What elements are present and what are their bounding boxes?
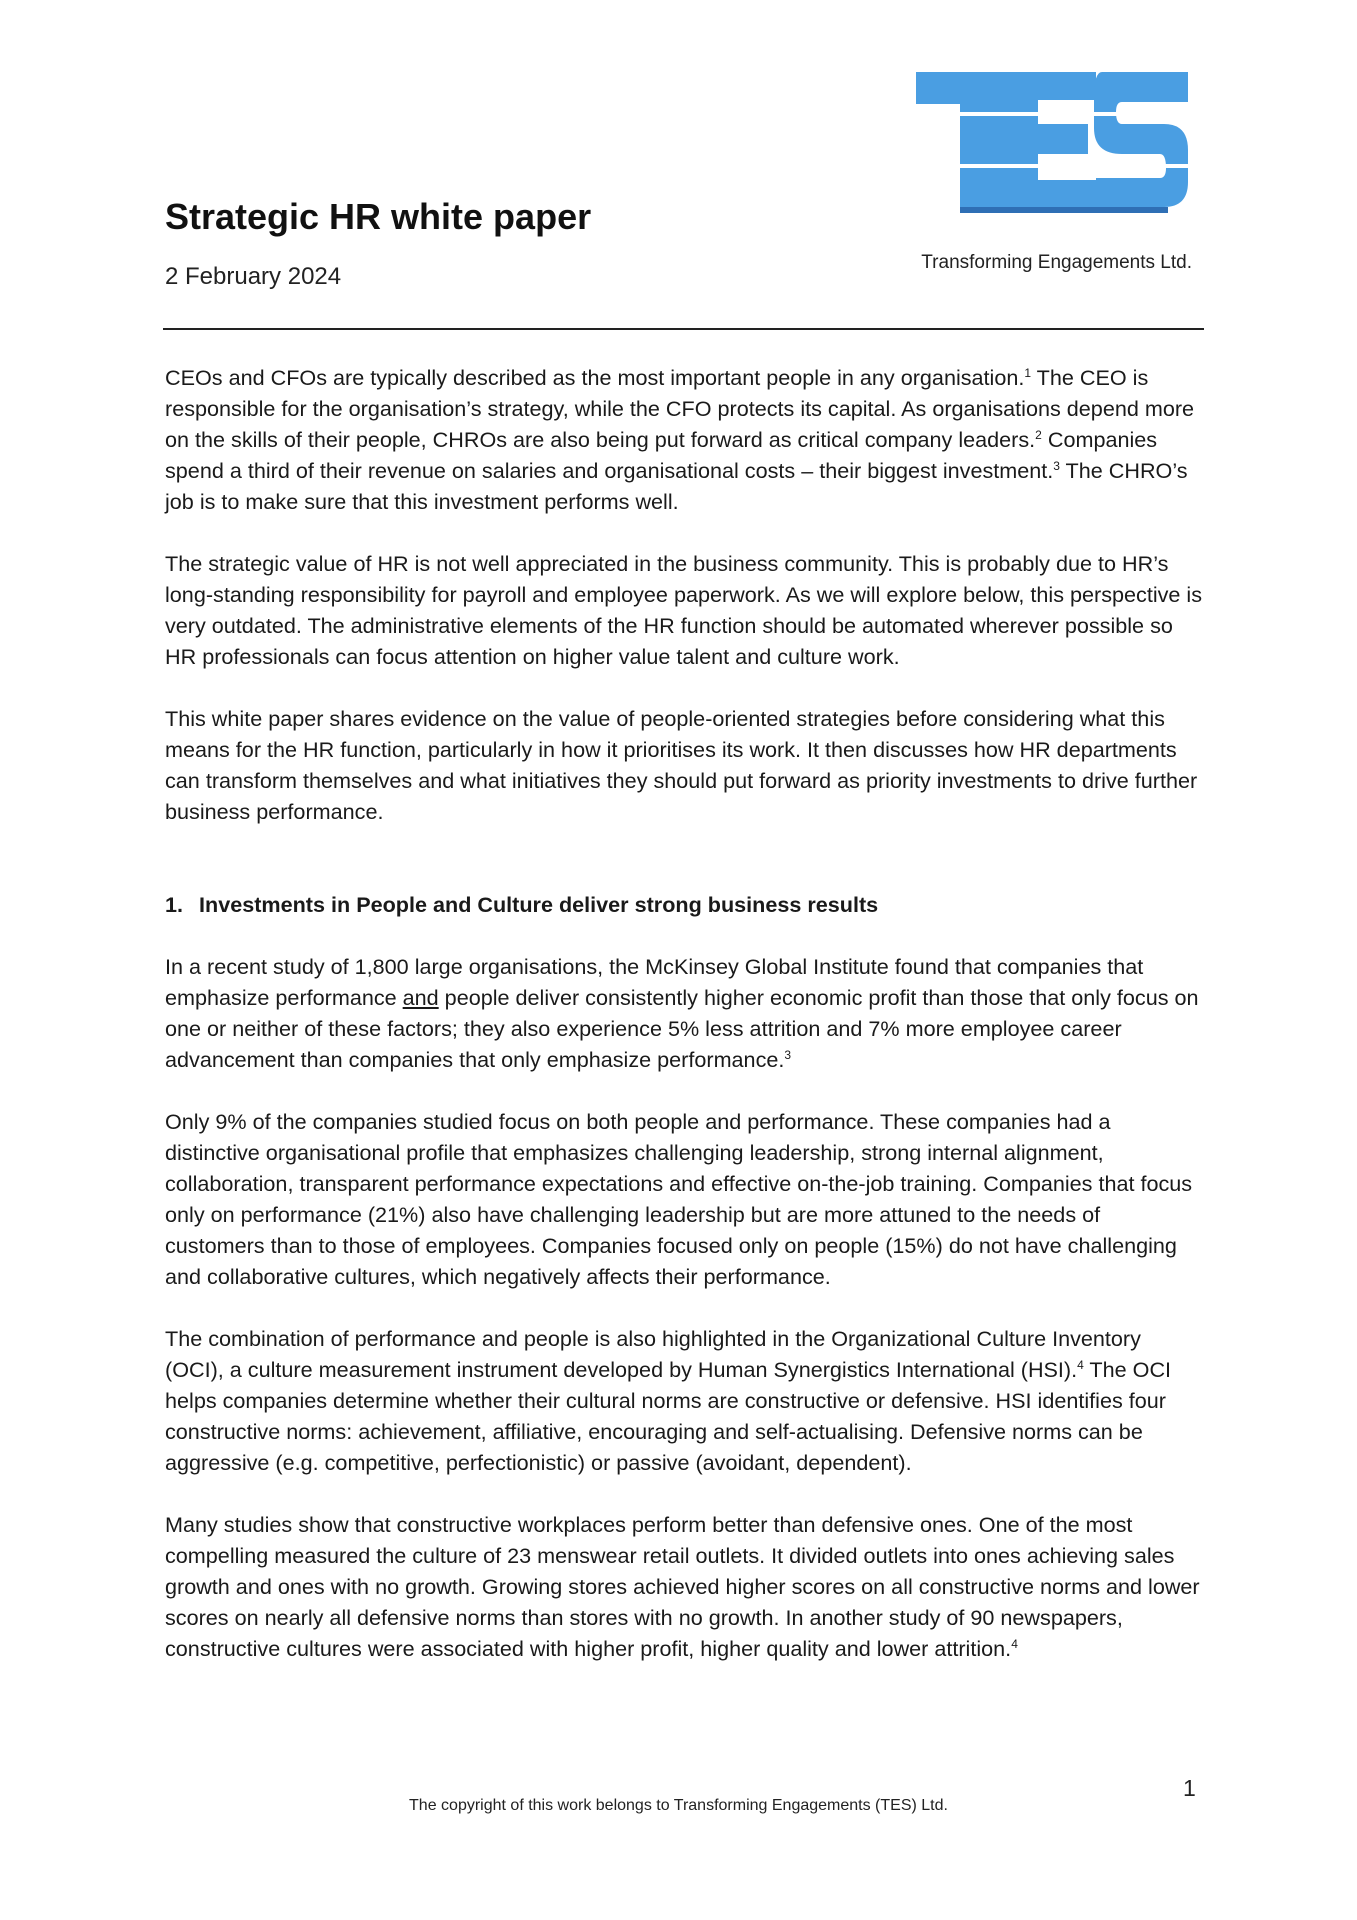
footnote-ref: 4 bbox=[1077, 1357, 1084, 1372]
paragraph-intro: CEOs and CFOs are typically described as the most important people in any organisation.$^1$ The CEO is responsible for the organisation’s strategy, while the CFO protects its capital. As organisations depend more on the skills of their people, CHROs are also being put forward as critical company leaders.$^2$ Companies spend a third of their revenue on salaries and organisational costs – their biggest investment.$^3$ The CHRO’s job is to make sure that this investment performs well. bbox=[165, 365, 1195, 514]
footnote-ref: 1 bbox=[1024, 365, 1032, 380]
paragraph-hr-value: The strategic value of HR is not well appreciated in the business community. This is probably due to HR’s long-standing responsibility for payroll and employee paperwork. As we will explore below, this perspective is very outdated. The administrative elements of the HR function should be automated wherever possible so HR professionals can focus attention on higher value talent and culture work. bbox=[165, 551, 1203, 669]
footnote-ref: 3 bbox=[1053, 458, 1060, 473]
document-date: 2 February 2024 bbox=[165, 263, 342, 290]
tes-logo bbox=[916, 72, 1188, 220]
company-name: Transforming Engagements Ltd. bbox=[921, 252, 1192, 273]
paragraph-mckinsey: In a recent study of 1,800 large organisations, the McKinsey Global Institute found that companies that emphasize performance and people deliver consistently higher economic profit than those that only focus on one or neither of these factors; they also experience 5% less attrition and 7% more employee career advancement than companies that only emphasize performance.$^3$ bbox=[165, 954, 1199, 1072]
section-title: Investments in People and Culture deliver strong business results bbox=[199, 892, 879, 917]
section-heading-1 bbox=[165, 889, 1205, 920]
document-body bbox=[165, 362, 1205, 1695]
page-number: 1 bbox=[1183, 1775, 1196, 1801]
section-number: 1. bbox=[165, 892, 184, 917]
footnote-ref: 2 bbox=[1035, 427, 1042, 442]
paragraph-oci: The combination of performance and people is also highlighted in the Organizational Culture Inventory (OCI), a culture measurement instrument developed by Human Synergistics International (HSI).$^4$ The OCI helps companies determine whether their cultural norms are constructive or defensive. HSI identifies four constructive norms: achievement, affiliative, encouraging and self-actualising. Defensive norms can be aggressive (e.g. competitive, perfectionistic) or passive (avoidant, dependent). bbox=[165, 1326, 1172, 1475]
paragraph-studies: Many studies show that constructive workplaces perform better than defensive ones. One of the most compelling measured the culture of 23 menswear retail outlets. It divided outlets into ones achieving sales growth and ones with no growth. Growing stores achieved higher scores on all constructive norms and lower scores on nearly all defensive norms than stores with no growth. In another study of 90 newspapers, constructive cultures were associated with higher profit, higher quality and lower attrition.$^4$ bbox=[165, 1512, 1200, 1661]
header-divider bbox=[163, 328, 1204, 330]
paragraph-profile: Only 9% of the companies studied focus on both people and performance. These companies had a distinctive organisational profile that emphasizes challenging leadership, strong internal alignment, collaboration, transparent performance expectations and effective on-the-job training. Companies that focus only on performance (21%) also have challenging leadership but are more attuned to the needs of customers than to those of employees. Companies focused only on people (15%) do not have challenging and collaborative cultures, which negatively affects their performance. bbox=[165, 1109, 1193, 1289]
footnote-ref: 4 bbox=[1011, 1636, 1018, 1651]
copyright-footer: The copyright of this work belongs to Transforming Engagements (TES) Ltd. bbox=[409, 1797, 948, 1814]
paragraph-scope: This white paper shares evidence on the value of people-oriented strategies before considering what this means for the HR function, particularly in how it prioritises its work. It then discusses how HR departments can transform themselves and what initiatives they should put forward as priority investments to drive further business performance. bbox=[165, 706, 1198, 824]
document-title: Strategic HR white paper bbox=[165, 196, 592, 237]
footnote-ref: 3 bbox=[784, 1047, 792, 1062]
